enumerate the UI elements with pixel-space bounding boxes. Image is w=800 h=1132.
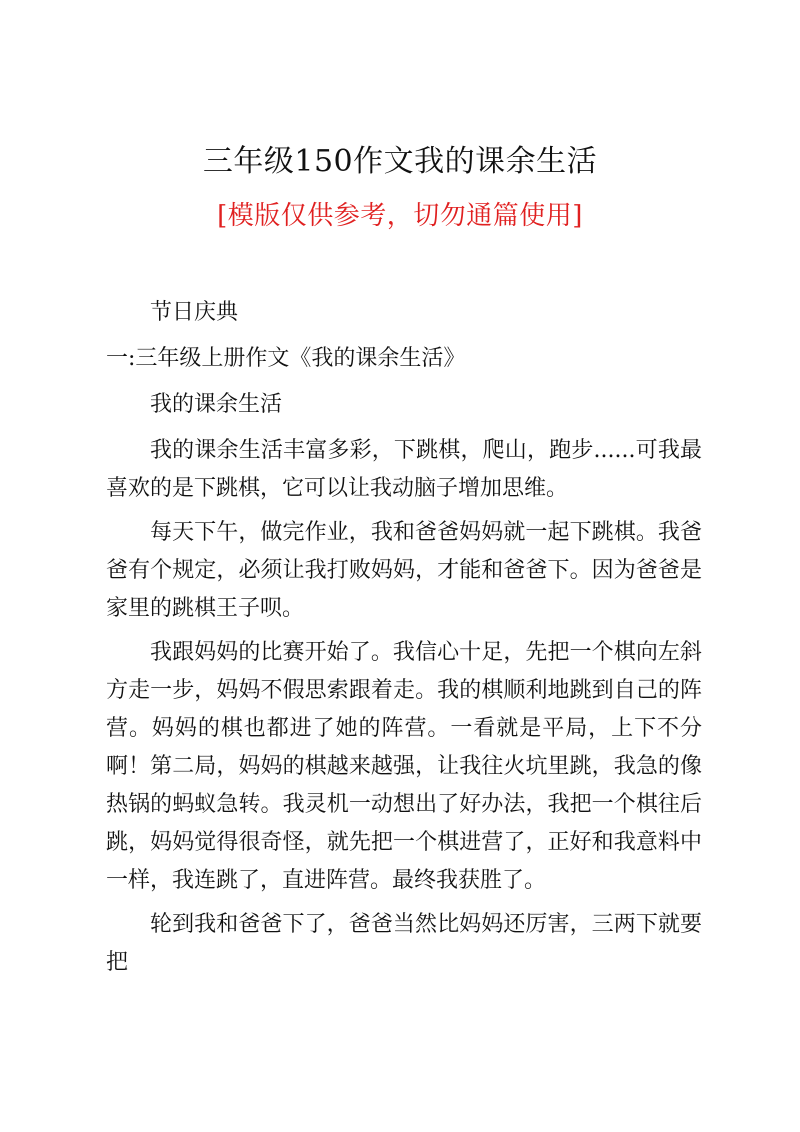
template-notice: [模版仅供参考，切勿通篇使用] [217,201,583,231]
essay-title: 我的课余生活 [150,392,283,417]
document-body [106,294,702,988]
paragraph: 轮到我和爸爸下了，爸爸当然比妈妈还厉害，三两下就要把 [106,912,702,975]
paragraph: 每天下午，做完作业，我和爸爸妈妈就一起下跳棋。我爸爸有个规定，必须让我打败妈妈，才能和爸爸下。因为爸爸是家里的跳棋王子呗。 [106,520,702,621]
document-title: 三年级150作文我的课余生活 [202,144,598,179]
paragraph: 我跟妈妈的比赛开始了。我信心十足，先把一个棋向左斜方走一步，妈妈不假思索跟着走。我的棋顺利地跳到自己的阵营。妈妈的棋也都进了她的阵营。一看就是平局，上下不分啊！第二局，妈妈的棋越来越强，让我往火坑里跳，我急的像热锅的蚂蚁急转。我灵机一动想出了好办法，我把一个棋往后跳，妈妈觉得很奇怪，就先把一个棋进营了，正好和我意料中一样，我连跳了，直进阵营。最终我获胜了。 [106,640,702,893]
heading-line: 一:三年级上册作文《我的课余生活》 [106,346,466,371]
section-label: 节日庆典 [150,300,239,325]
paragraph: 我的课余生活丰富多彩，下跳棋，爬山，跑步......可我最喜欢的是下跳棋，它可以让我动脑子增加思维。 [106,438,702,501]
